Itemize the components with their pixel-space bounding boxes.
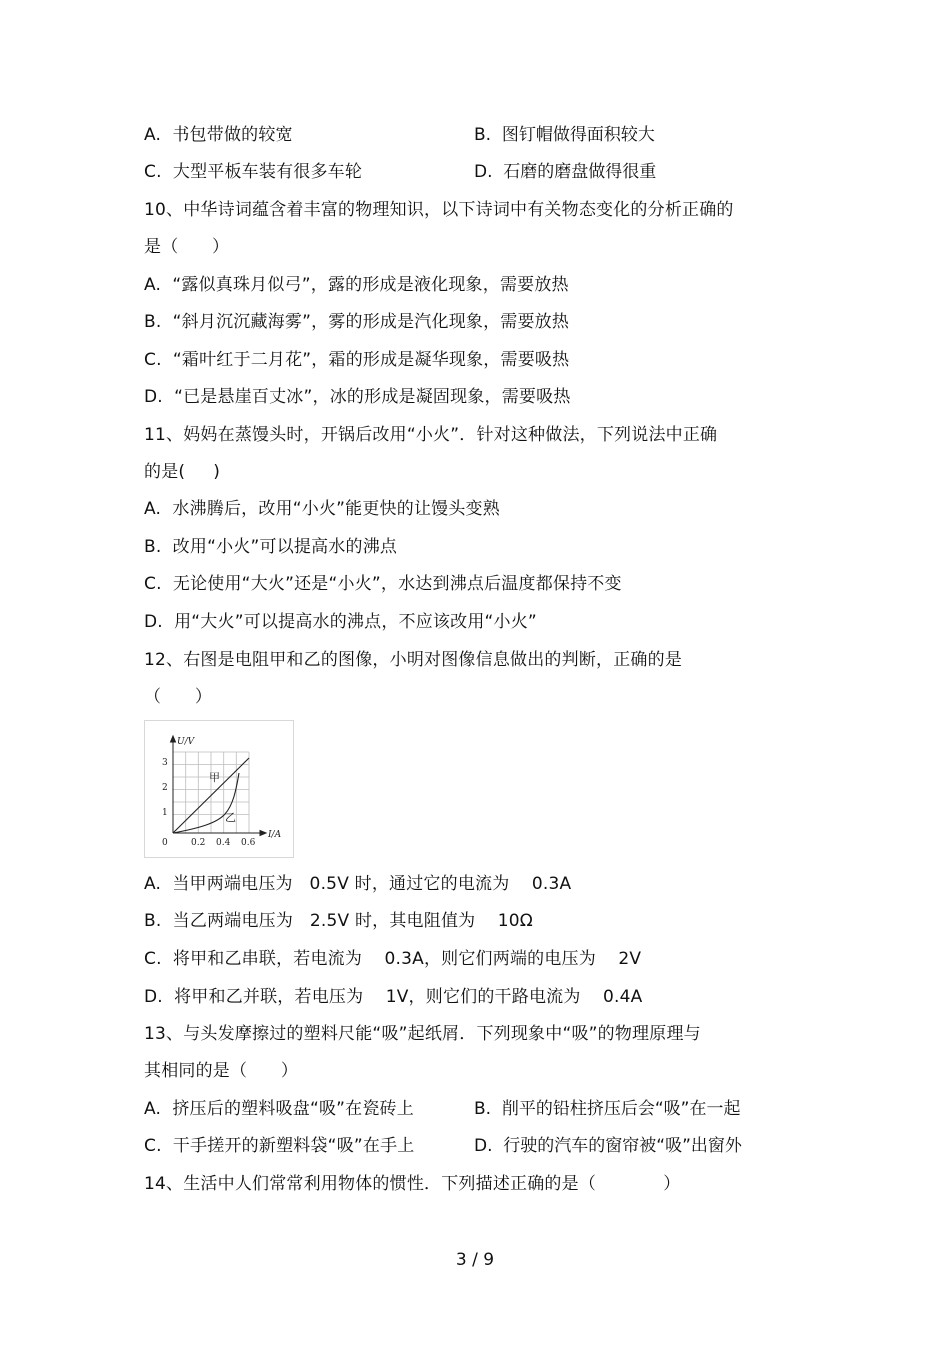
y-tick-2: 2 — [162, 783, 168, 793]
q10-option-d: D. “已是悬崖百丈冰”，冰的形成是凝固现象，需要吸热 — [144, 387, 571, 407]
q14-stem-line1: 14、生活中人们常常利用物体的惯性．下列描述正确的是（ ） — [144, 1174, 681, 1194]
q13-stem-line1: 13、与头发摩擦过的塑料尺能“吸”起纸屑．下列现象中“吸”的物理原理与 — [144, 1024, 701, 1044]
q13-option-a: A. 挤压后的塑料吸盘“吸”在瓷砖上 — [144, 1099, 414, 1119]
x-tick-0-4: 0.4 — [216, 838, 231, 848]
q13-option-c: C. 干手搓开的新塑料袋“吸”在手上 — [144, 1136, 415, 1156]
q12-option-a: A. 当甲两端电压为 0.5V 时，通过它的电流为 0.3A — [144, 874, 572, 894]
x-tick-0-6: 0.6 — [241, 838, 256, 848]
q10-stem-line2: 是（ ） — [144, 237, 230, 257]
q13-stem-line2: 其相同的是（ ） — [144, 1061, 299, 1081]
q9-option-c: C. 大型平板车装有很多车轮 — [144, 162, 363, 182]
q12-stem-line2: （ ） — [144, 687, 213, 707]
grid — [173, 752, 249, 833]
q10-option-b: B. “斜月沉沉藏海雾”，雾的形成是汽化现象，需要放热 — [144, 312, 570, 332]
origin-label: 0 — [162, 838, 168, 848]
q11-option-a: A. 水沸腾后，改用“小火”能更快的让馒头变熟 — [144, 499, 500, 519]
q9-option-b: B. 图钉帽做得面积较大 — [474, 125, 655, 145]
q12-ui-graph — [144, 720, 294, 858]
x-axis-label: I/A — [268, 830, 282, 840]
q9-option-d: D. 石磨的磨盘做得很重 — [474, 162, 657, 182]
q12-option-b: B. 当乙两端电压为 2.5V 时，其电阻值为 10Ω — [144, 911, 533, 931]
q10-option-c: C. “霜叶红于二月花”，霜的形成是凝华现象，需要吸热 — [144, 350, 570, 370]
y-axis-label: U/V — [177, 737, 195, 747]
curve-yi-label: 乙 — [225, 811, 236, 824]
x-tick-0-2: 0.2 — [191, 838, 206, 848]
q10-stem-line1: 10、中华诗词蕴含着丰富的物理知识，以下诗词中有关物态变化的分析正确的 — [144, 200, 734, 220]
q12-option-c: C. 将甲和乙串联，若电流为 0.3A，则它们两端的电压为 2V — [144, 949, 642, 969]
q12-ui-graph-svg — [145, 721, 293, 857]
y-tick-3: 3 — [162, 758, 168, 768]
q11-option-c: C. 无论使用“大火”还是“小火”，水达到沸点后温度都保持不变 — [144, 574, 622, 594]
q11-option-d: D. 用“大火”可以提高水的沸点，不应该改用“小火” — [144, 612, 537, 632]
q11-option-b: B. 改用“小火”可以提高水的沸点 — [144, 537, 398, 557]
y-axis-arrow-icon — [171, 736, 176, 742]
curve-jia-label: 甲 — [209, 771, 220, 784]
q13-option-b: B. 削平的铅柱挤压后会“吸”在一起 — [474, 1099, 741, 1119]
q9-option-a: A. 书包带做的较宽 — [144, 125, 293, 145]
q12-stem-line1: 12、右图是电阻甲和乙的图像，小明对图像信息做出的判断，正确的是 — [144, 650, 683, 670]
q10-option-a: A. “露似真珠月似弓”，露的形成是液化现象，需要放热 — [144, 275, 569, 295]
page-number: 3 / 9 — [455, 1250, 495, 1270]
x-axis-arrow-icon — [260, 831, 266, 836]
y-tick-1: 1 — [162, 808, 168, 818]
q13-option-d: D. 行驶的汽车的窗帘被“吸”出窗外 — [474, 1136, 742, 1156]
q11-stem-line2: 的是( ) — [144, 462, 221, 482]
q11-stem-line1: 11、妈妈在蒸馒头时，开锅后改用“小火”．针对这种做法，下列说法中正确 — [144, 425, 718, 445]
q12-option-d: D. 将甲和乙并联，若电压为 1V，则它们的干路电流为 0.4A — [144, 987, 643, 1007]
